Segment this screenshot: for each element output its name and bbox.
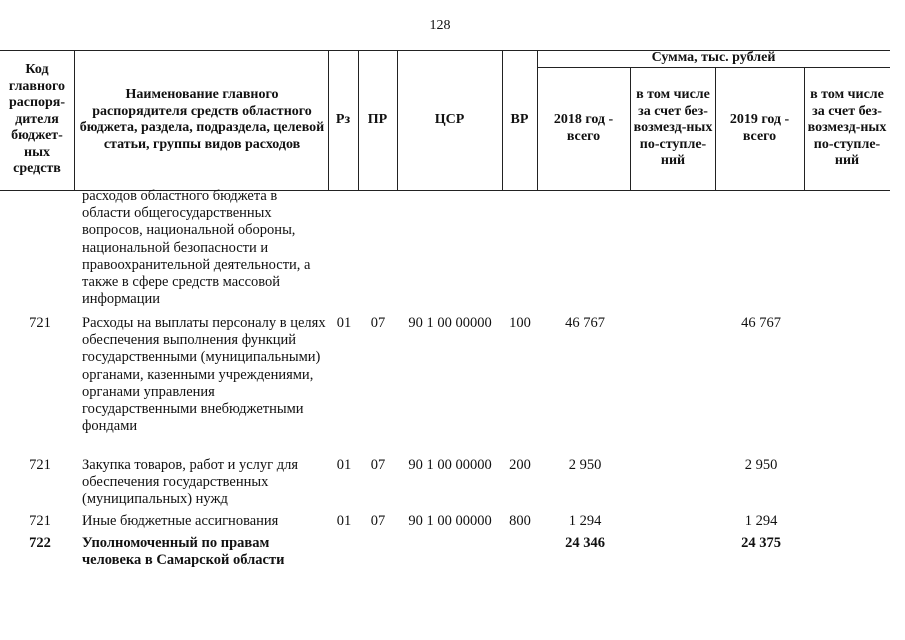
header-code: Код главного распоря-дителя бюджет-ных средств bbox=[8, 62, 66, 177]
continued-row-text: расходов областного бюджета в области общегосударственных вопросов, национальной обороны, национальной безопасности и правоохранительной деятельности, а также в сфере средств массовой информации bbox=[82, 188, 311, 308]
header-2019-grants: в том числе за счет без-возмезд-ных по-ступле-ний bbox=[807, 87, 887, 169]
row-code: 721 bbox=[29, 513, 51, 529]
row-vr: 200 bbox=[509, 457, 531, 473]
row-pr: 07 bbox=[370, 513, 386, 529]
header-vr: ВР bbox=[510, 111, 529, 127]
row-rz: 01 bbox=[336, 457, 352, 473]
page-number: 128 bbox=[429, 18, 451, 33]
row-csr: 90 1 00 00000 bbox=[408, 457, 492, 473]
row-2019-total: 2 950 bbox=[744, 457, 778, 473]
row-code: 721 bbox=[29, 315, 51, 331]
header-2018-total: 2018 год - всего bbox=[553, 112, 614, 144]
row-code: 722 bbox=[29, 535, 51, 551]
row-2018-total: 1 294 bbox=[568, 513, 602, 529]
row-name: Уполномоченный по правам человека в Самарской области bbox=[82, 535, 285, 569]
row-2019-total: 1 294 bbox=[744, 513, 778, 529]
row-rz: 01 bbox=[336, 315, 352, 331]
col-divider bbox=[804, 67, 805, 190]
row-csr: 90 1 00 00000 bbox=[408, 315, 492, 331]
header-name: Наименование главного распорядителя средств областного бюджета, раздела, подраздела, целевой статьи, группы видов расходов bbox=[79, 87, 325, 152]
row-name: Иные бюджетные ассигнования bbox=[82, 513, 279, 529]
col-divider bbox=[630, 67, 631, 190]
col-divider bbox=[74, 50, 75, 190]
header-rz: Рз bbox=[335, 111, 351, 127]
row-name: Расходы на выплаты персоналу в целях обеспечения выполнения функций государственными (муниципальными) органами, казенными учреждениями, органами управления государственными внебюджетными фондами bbox=[82, 315, 326, 435]
row-2019-total: 24 375 bbox=[741, 535, 781, 551]
row-pr: 07 bbox=[370, 457, 386, 473]
row-rz: 01 bbox=[336, 513, 352, 529]
header-2019-total: 2019 год - всего bbox=[729, 112, 790, 144]
row-code: 721 bbox=[29, 457, 51, 473]
row-2018-total: 24 346 bbox=[565, 535, 605, 551]
header-sum-group: Сумма, тыс. рублей bbox=[651, 50, 776, 66]
row-csr: 90 1 00 00000 bbox=[408, 513, 492, 529]
row-2018-total: 2 950 bbox=[568, 457, 602, 473]
row-name: Закупка товаров, работ и услуг для обеспечения государственных (муниципальных) нужд bbox=[82, 457, 299, 508]
row-pr: 07 bbox=[370, 315, 386, 331]
row-2019-total: 46 767 bbox=[741, 315, 781, 331]
row-vr: 100 bbox=[509, 315, 531, 331]
header-csr: ЦСР bbox=[434, 111, 465, 127]
row-2018-total: 46 767 bbox=[565, 315, 605, 331]
row-vr: 800 bbox=[509, 513, 531, 529]
header-2018-grants: в том числе за счет без-возмезд-ных по-ступле-ний bbox=[633, 87, 713, 169]
header-pr: ПР bbox=[367, 111, 388, 127]
